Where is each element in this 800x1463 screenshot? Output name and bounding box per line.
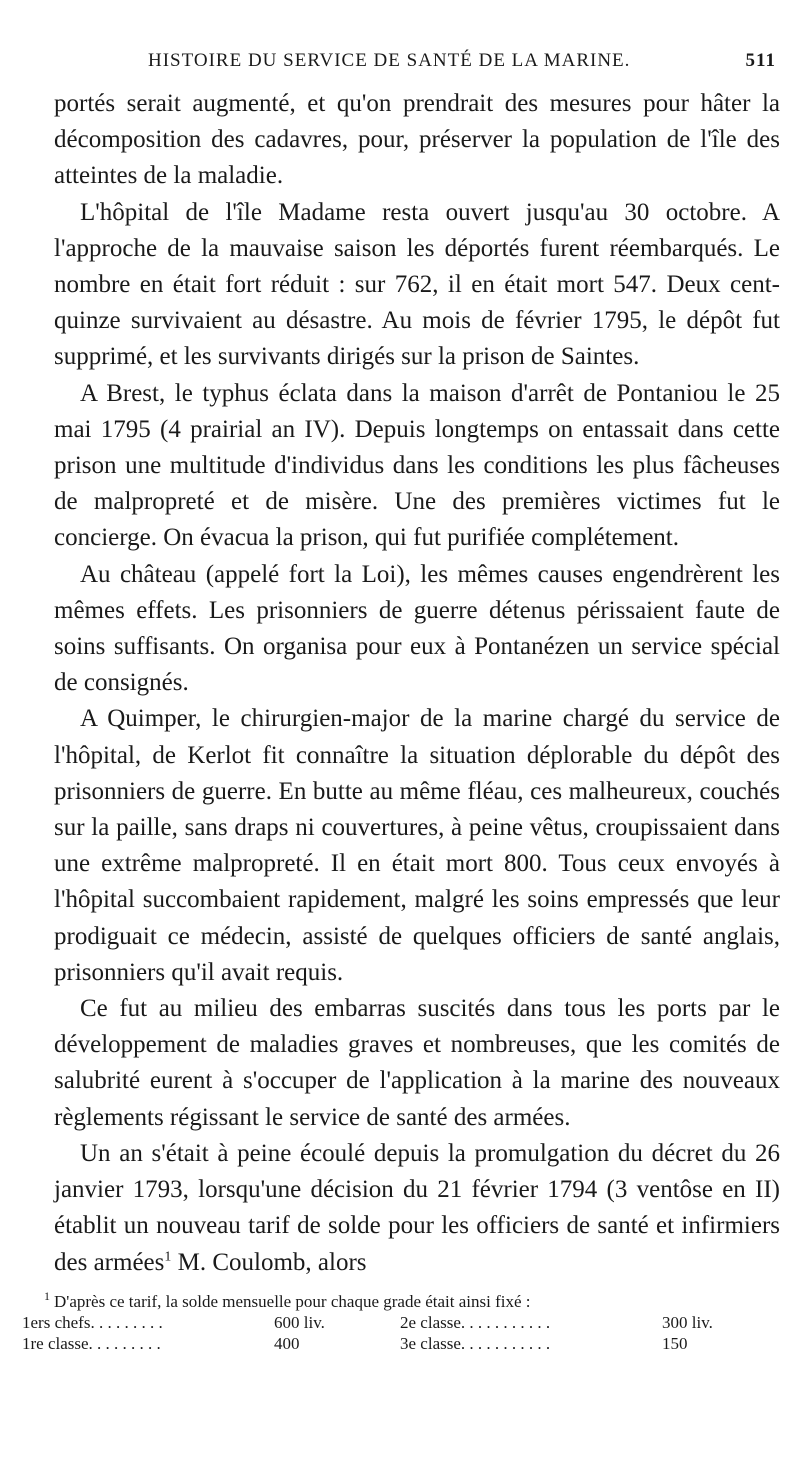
grade-label: 1ers chefs. . . . . . . . . (22, 1313, 163, 1332)
running-header (60, 50, 776, 80)
paragraph: A Quimper, le chirurgien-major de la marine chargé du service de l'hôpital, de Kerlot fit connaître la situation déplorable du dépôt des prisonniers de guerre. En butte au même fléau, ces malheureux, couchés sur la paille, sans draps ni couvertures, à peine vêtus, croupissaient dans une extrême malpropreté. Il en était mort 800. Tous ceux envoyés à l'hôpital succombaient rapidement, malgré les soins empressés que leur prodiguait ce médecin, assisté de quelques officiers de santé anglais, prisonniers qu'il avait requis. (54, 705, 780, 986)
pay-value: 600 liv. (274, 1313, 325, 1332)
footnote-intro-text: D'après ce tarif, la solde mensuelle pour chaque grade était ainsi fixé : (54, 1292, 531, 1311)
table-row (22, 1312, 782, 1333)
footnote-reference[interactable]: 1 (164, 1249, 172, 1265)
paragraph-tail: M. Coulomb, alors (171, 1248, 367, 1276)
pay-value: 400 (274, 1334, 300, 1353)
footnote-mark: 1 (44, 1289, 50, 1304)
paragraph-text: Un an s'était à peine écoulé depuis la promulgation du décret du 26 janvier 1793, lorsqu'une décision du 21 février 1794 (3 ventôse en II) établit un nouveau tarif de solde pour les officiers de santé et infirmiers des armées (54, 1139, 780, 1276)
paragraph: A Brest, le typhus éclata dans la maison d'arrêt de Pontaniou le 25 mai 1795 (4 prairial an IV). Depuis longtemps on entassait dans cette prison une multitude d'individus dans les conditions les plus fâcheuses de malpropreté et de misère. Une des premières victimes fut le concierge. On évacua la prison, qui fut purifiée complétement. (54, 379, 780, 552)
grade-label: 1re classe. . . . . . . . . (22, 1334, 161, 1353)
pay-scale-table (22, 1312, 782, 1354)
paragraph-last (54, 1136, 780, 1281)
pay-value: 150 (662, 1334, 688, 1353)
table-row (22, 1333, 782, 1354)
footnote-intro (22, 1291, 782, 1312)
page-number: 511 (745, 50, 776, 71)
running-title: HISTOIRE DU SERVICE DE SANTÉ DE LA MARINE. (148, 50, 631, 71)
paragraph: L'hôpital de l'île Madame resta ouvert jusqu'au 30 octobre. A l'approche de la mauvaise saison les déportés furent réembarqués. Le nombre en était fort réduit : sur 762, il en était mort 547. Deux cent-quinze survivaient au désastre. Au mois de février 1795, le dépôt fut supprimé, et les survivants dirigés sur la prison de Saintes. (54, 198, 780, 371)
grade-label: 3e classe. . . . . . . . . . . (400, 1334, 551, 1353)
paragraph: Ce fut au milieu des embarras suscités dans tous les ports par le développement de maladies graves et nombreuses, que les comités de salubrité eurent à s'occuper de l'application à la marine des nouveaux règlements régissant le service de santé des armées. (54, 995, 780, 1131)
grade-label: 2e classe. . . . . . . . . . . (400, 1313, 551, 1332)
paragraph: Au château (appelé fort la Loi), les mêmes causes engendrèrent les mêmes effets. Les prisonniers de guerre détenus périssaient faute de soins suffisants. On organisa pour eux à Pontanézen un service spécial de consignés. (54, 560, 780, 697)
body-text (54, 86, 780, 1281)
pay-value: 300 liv. (662, 1313, 713, 1332)
footnote (22, 1291, 782, 1354)
paragraph: portés serait augmenté, et qu'on prendrait des mesures pour hâter la décomposition des cadavres, pour, préserver la population de l'île des atteintes de la maladie. (54, 90, 780, 190)
